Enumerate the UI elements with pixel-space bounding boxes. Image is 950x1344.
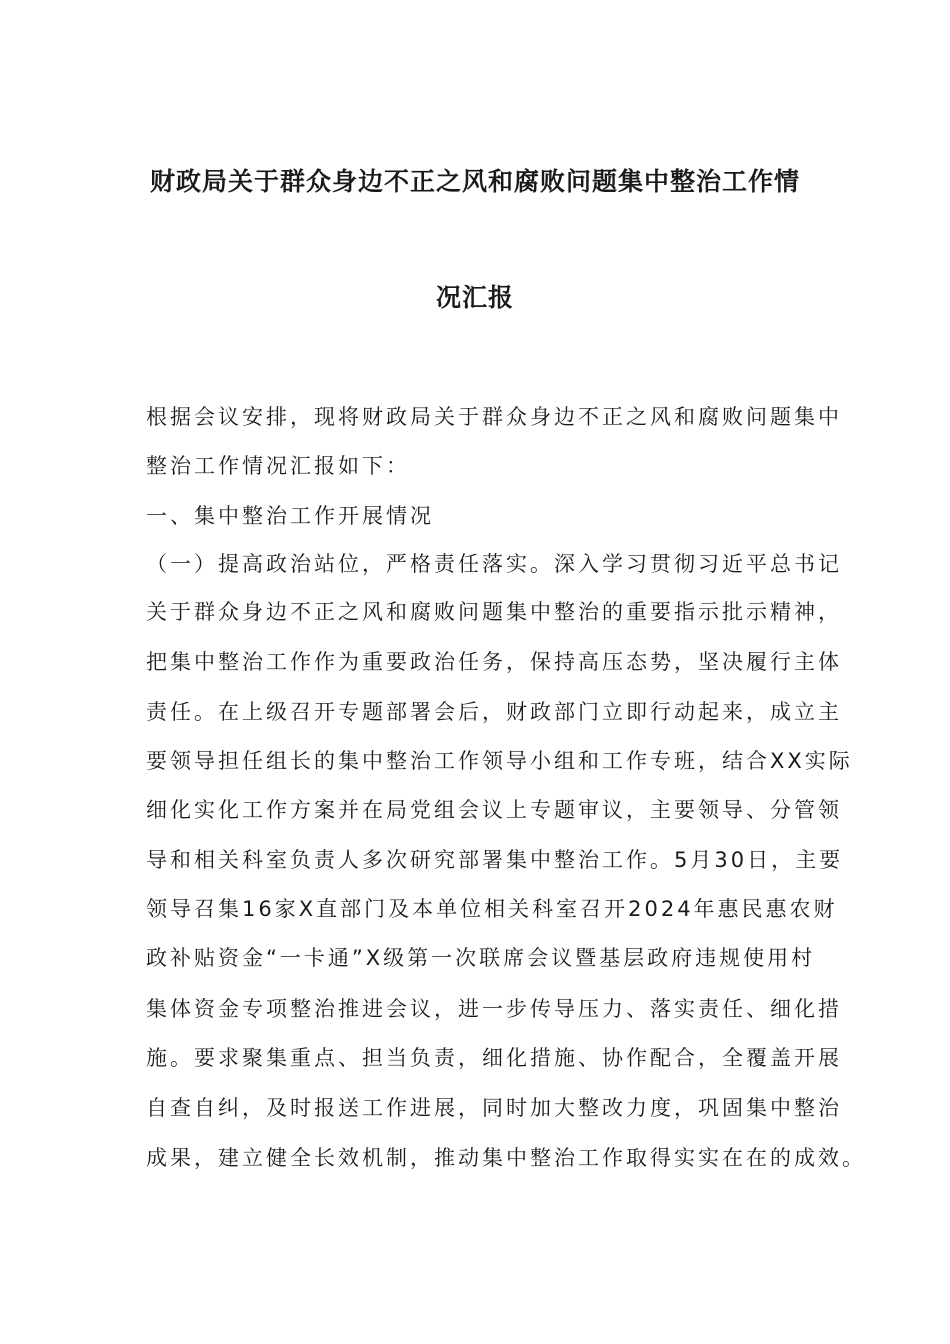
body-line-11: 施。要求聚集重点、担当负责，细化措施、协作配合，全覆盖开展 [146,1046,842,1070]
body-line-3: 把集中整治工作作为重要政治任务，保持高压态势，坚决履行主体 [146,650,842,674]
body-line-13: 成果，建立健全长效机制，推动集中整治工作取得实实在在的成效。 [146,1146,866,1170]
body-line-intro-2: 整治工作情况汇报如下： [146,454,410,478]
section-heading-1: 一、集中整治工作开展情况 [146,504,434,528]
body-line-10: 集体资金专项整治推进会议，进一步传导压力、落实责任、细化措 [146,997,842,1021]
body-line-2: 关于群众身边不正之风和腐败问题集中整治的重要指示批示精神， [146,600,842,624]
body-line-8: 领导召集16家X直部门及本单位相关科室召开2024年惠民惠农财 [146,897,838,921]
body-line-intro-1: 根据会议安排，现将财政局关于群众身边不正之风和腐败问题集中 [146,405,842,429]
body-line-1: （一）提高政治站位，严格责任落实。深入学习贯彻习近平总书记 [146,552,842,576]
document-title-line-1: 财政局关于群众身边不正之风和腐败问题集中整治工作情 [149,167,800,196]
body-line-4: 责任。在上级召开专题部署会后，财政部门立即行动起来，成立主 [146,700,842,724]
body-line-12: 自查自纠，及时报送工作进展，同时加大整改力度，巩固集中整治 [146,1096,842,1120]
body-line-9: 政补贴资金“一卡通”X级第一次联席会议暨基层政府违规使用村 [146,946,816,970]
body-line-5: 要领导担任组长的集中整治工作领导小组和工作专班，结合XX实际 [146,749,853,773]
body-line-6: 细化实化工作方案并在局党组会议上专题审议，主要领导、分管领 [146,798,842,822]
document-title-line-2: 况汇报 [435,283,514,312]
body-line-7: 导和相关科室负责人多次研究部署集中整治工作。5月30日，主要 [146,848,844,872]
